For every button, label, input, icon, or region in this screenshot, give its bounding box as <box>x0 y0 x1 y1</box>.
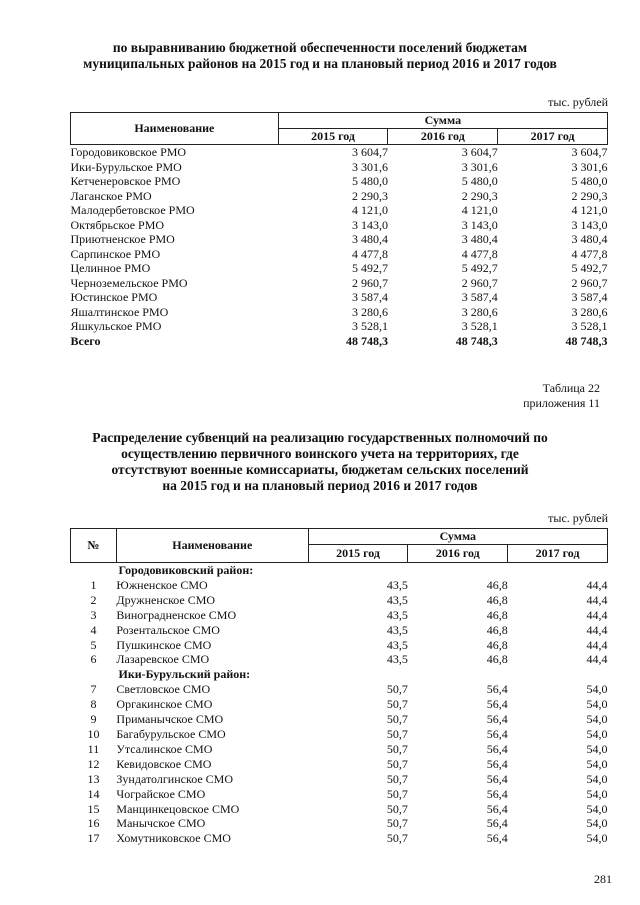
table22-header-sum: Сумма <box>308 529 607 545</box>
row-value-2016: 56,4 <box>486 831 508 846</box>
row-value-2015: 43,5 <box>386 622 408 637</box>
table22-header-no: № <box>71 529 117 563</box>
row-value-2016: 3 604,7 <box>461 145 498 159</box>
row-name: Манцинкецовское СМО <box>116 801 240 816</box>
row-number: 7 <box>90 682 97 697</box>
row-number: 9 <box>90 712 97 727</box>
row-value-2017: 3 587,4 <box>571 290 608 304</box>
row-value-2016: 56,4 <box>486 741 508 756</box>
table-row <box>71 218 608 233</box>
table22-reference <box>523 381 600 411</box>
row-value-2015: 3 301,6 <box>351 159 388 174</box>
row-value-2017: 54,0 <box>586 741 608 756</box>
table-row <box>71 652 608 667</box>
row-number: 11 <box>87 741 100 756</box>
table-row <box>71 816 608 831</box>
district-row <box>71 667 608 682</box>
row-value-2017: 4 477,8 <box>571 246 608 261</box>
row-value-2016: 46,8 <box>486 637 508 652</box>
table1 <box>70 112 608 348</box>
row-value-2016: 5 480,0 <box>461 174 498 188</box>
row-value-2017: 44,4 <box>586 652 608 667</box>
row-value-2016: 56,4 <box>486 816 508 831</box>
row-value-2016: 46,8 <box>486 652 508 667</box>
table-row <box>71 145 608 160</box>
table-row <box>71 772 608 787</box>
row-number: 6 <box>90 652 97 667</box>
row-value-2016: 3 280,6 <box>461 304 498 319</box>
row-value-2016: 4 477,8 <box>461 246 498 261</box>
row-name: Яшкульское РМО <box>70 319 162 333</box>
row-value-2016: 56,4 <box>486 712 508 727</box>
row-value-2015: 50,7 <box>386 831 408 846</box>
row-value-2017: 3 528,1 <box>571 319 608 333</box>
table1-header-2015: 2015 год <box>278 129 388 145</box>
row-value-2017: 54,0 <box>586 771 608 786</box>
row-value-2016: 56,4 <box>486 786 508 801</box>
table22-title-line: осуществлению первичного воинского учета на территориях, где <box>121 446 519 461</box>
table-row <box>71 578 608 593</box>
total-label: Всего <box>70 333 101 348</box>
row-value-2017: 54,0 <box>586 831 608 846</box>
row-number: 4 <box>90 622 97 637</box>
row-number: 15 <box>87 801 100 816</box>
row-value-2015: 2 960,7 <box>351 275 388 290</box>
district-name: Ики-Бурульский район: <box>118 667 251 682</box>
row-value-2017: 54,0 <box>586 697 608 712</box>
table22-ref-line1: Таблица 22 <box>542 381 600 395</box>
table1-title <box>40 40 600 72</box>
table-row <box>71 757 608 772</box>
row-value-2015: 2 290,3 <box>351 188 388 203</box>
row-value-2015: 43,5 <box>386 652 408 667</box>
row-name: Приютненское РМО <box>70 232 175 246</box>
row-value-2015: 5 480,0 <box>351 174 388 188</box>
table-row <box>71 727 608 742</box>
row-value-2017: 54,0 <box>586 682 608 697</box>
row-name: Малодербетовское РМО <box>70 203 195 217</box>
row-name: Хомутниковское СМО <box>116 831 231 846</box>
row-value-2017: 54,0 <box>586 712 608 727</box>
row-name: Дружненское СМО <box>116 592 216 607</box>
row-value-2016: 56,4 <box>486 756 508 771</box>
row-value-2015: 3 587,4 <box>351 290 388 304</box>
table-row <box>71 261 608 276</box>
row-name: Кетченеровское РМО <box>70 174 181 188</box>
row-value-2017: 4 121,0 <box>571 203 608 217</box>
row-name: Юстинское РМО <box>70 290 158 304</box>
row-value-2015: 5 492,7 <box>351 261 388 275</box>
table1-header-sum: Сумма <box>278 113 607 129</box>
table1-unit: тыс. рублей <box>548 95 608 109</box>
row-value-2015: 43,5 <box>386 577 408 592</box>
table1-title-line2: муниципальных районов на 2015 год и на плановый период 2016 и 2017 годов <box>83 56 557 71</box>
district-row <box>71 563 608 578</box>
row-number: 16 <box>87 816 100 831</box>
row-value-2017: 3 301,6 <box>571 159 608 174</box>
table22-header-2016: 2016 год <box>408 545 508 563</box>
row-value-2017: 5 480,0 <box>571 174 608 188</box>
row-number: 5 <box>90 637 97 652</box>
row-name: Яшалтинское РМО <box>70 304 169 319</box>
row-value-2017: 44,4 <box>586 637 608 652</box>
row-name: Пушкинское СМО <box>116 637 212 652</box>
row-number: 13 <box>87 771 100 786</box>
table-row <box>71 203 608 218</box>
table-row <box>71 802 608 817</box>
row-value-2015: 3 143,0 <box>351 217 388 232</box>
row-name: Сарпинское РМО <box>70 246 161 261</box>
table22-header-name: Наименование <box>116 529 308 563</box>
row-value-2015: 50,7 <box>386 771 408 786</box>
row-value-2016: 3 528,1 <box>461 319 498 333</box>
row-value-2016: 2 290,3 <box>461 188 498 203</box>
row-value-2017: 44,4 <box>586 607 608 622</box>
table22-title-line: на 2015 год и на плановый период 2016 и 2017 годов <box>162 478 478 493</box>
table-row <box>71 623 608 638</box>
table22-title-line: отсутствуют военные комиссариаты, бюджетам сельских поселений <box>111 462 529 477</box>
row-name: Багабурульское СМО <box>116 726 226 741</box>
table22 <box>70 528 608 846</box>
row-name: Зундатолгинское СМО <box>116 771 234 786</box>
table1-title-line1: по выравниванию бюджетной обеспеченности поселений бюджетам <box>112 40 528 55</box>
total-value-2015: 48 748,3 <box>345 333 388 348</box>
row-name: Оргакинское СМО <box>116 697 213 712</box>
row-name: Целинное РМО <box>70 261 151 275</box>
table-row <box>71 276 608 291</box>
row-name: Розентальское СМО <box>116 622 220 637</box>
table22-unit: тыс. рублей <box>548 511 608 525</box>
row-number: 12 <box>87 756 100 771</box>
row-value-2016: 3 480,4 <box>461 232 498 246</box>
row-value-2015: 50,7 <box>386 786 408 801</box>
row-value-2016: 3 143,0 <box>461 217 498 232</box>
row-value-2016: 2 960,7 <box>461 275 498 290</box>
table22-header-2015: 2015 год <box>308 545 408 563</box>
row-value-2015: 43,5 <box>386 637 408 652</box>
row-value-2017: 54,0 <box>586 801 608 816</box>
table22-title-line: Распределение субвенций на реализацию государственных полномочий по <box>92 430 548 445</box>
row-value-2015: 50,7 <box>386 816 408 831</box>
row-value-2015: 43,5 <box>386 607 408 622</box>
row-value-2017: 44,4 <box>586 592 608 607</box>
row-value-2015: 50,7 <box>386 697 408 712</box>
row-value-2017: 2 290,3 <box>571 188 608 203</box>
table-row <box>71 232 608 247</box>
row-number: 3 <box>90 607 97 622</box>
row-value-2017: 54,0 <box>586 756 608 771</box>
row-name: Южненское СМО <box>116 577 208 592</box>
row-value-2017: 44,4 <box>586 622 608 637</box>
table22-header-2017: 2017 год <box>508 545 608 563</box>
row-value-2016: 5 492,7 <box>461 261 498 275</box>
row-value-2016: 56,4 <box>486 726 508 741</box>
row-name: Городовиковское РМО <box>70 145 187 159</box>
row-value-2017: 54,0 <box>586 786 608 801</box>
row-value-2016: 4 121,0 <box>461 203 498 217</box>
table-row <box>71 174 608 189</box>
row-value-2015: 4 121,0 <box>351 203 388 217</box>
row-value-2016: 56,4 <box>486 697 508 712</box>
total-value-2017: 48 748,3 <box>565 333 608 348</box>
row-value-2017: 3 604,7 <box>571 145 608 159</box>
row-value-2016: 3 301,6 <box>461 159 498 174</box>
row-name: Чограйское СМО <box>116 786 206 801</box>
table22-ref-line2: приложения 11 <box>523 396 600 410</box>
row-value-2017: 54,0 <box>586 816 608 831</box>
table-row <box>71 787 608 802</box>
row-value-2016: 46,8 <box>486 622 508 637</box>
table-row <box>71 682 608 697</box>
row-number: 17 <box>87 831 100 846</box>
row-number: 8 <box>90 697 97 712</box>
row-value-2017: 3 480,4 <box>571 232 608 246</box>
row-value-2016: 56,4 <box>486 771 508 786</box>
row-value-2015: 50,7 <box>386 741 408 756</box>
table-row <box>71 638 608 653</box>
total-row <box>71 334 608 349</box>
row-value-2015: 50,7 <box>386 756 408 771</box>
row-value-2017: 2 960,7 <box>571 275 608 290</box>
table1-header-2016: 2016 год <box>388 129 498 145</box>
row-value-2015: 3 280,6 <box>351 304 388 319</box>
row-value-2015: 50,7 <box>386 801 408 816</box>
page-number: 281 <box>594 872 612 886</box>
row-value-2016: 46,8 <box>486 592 508 607</box>
table-row <box>71 608 608 623</box>
table-row <box>71 305 608 320</box>
row-value-2016: 3 587,4 <box>461 290 498 304</box>
row-number: 14 <box>87 786 100 801</box>
row-number: 10 <box>87 726 100 741</box>
table-row <box>71 290 608 305</box>
district-name: Городовиковский район: <box>118 563 254 577</box>
row-name: Манычское СМО <box>116 816 206 831</box>
row-value-2017: 44,4 <box>586 577 608 592</box>
row-name: Ики-Бурульское РМО <box>70 159 182 174</box>
row-value-2015: 3 528,1 <box>351 319 388 333</box>
row-value-2015: 43,5 <box>386 592 408 607</box>
row-value-2015: 3 604,7 <box>351 145 388 159</box>
row-value-2016: 46,8 <box>486 577 508 592</box>
row-value-2017: 3 143,0 <box>571 217 608 232</box>
row-name: Виноградненское СМО <box>116 607 237 622</box>
row-value-2016: 56,4 <box>486 801 508 816</box>
table22-title <box>40 430 600 494</box>
row-value-2016: 56,4 <box>486 682 508 697</box>
row-value-2015: 3 480,4 <box>351 232 388 246</box>
row-name: Светловское СМО <box>116 682 211 697</box>
row-name: Лаганское РМО <box>70 188 152 203</box>
table-row <box>71 831 608 846</box>
table1-header-name: Наименование <box>71 113 279 145</box>
row-value-2015: 50,7 <box>386 712 408 727</box>
table-row <box>71 189 608 204</box>
row-value-2017: 3 280,6 <box>571 304 608 319</box>
row-value-2015: 50,7 <box>386 682 408 697</box>
row-value-2017: 5 492,7 <box>571 261 608 275</box>
table-row <box>71 593 608 608</box>
row-name: Приманычское СМО <box>116 712 224 727</box>
row-name: Утсалинское СМО <box>116 741 213 756</box>
row-value-2017: 54,0 <box>586 726 608 741</box>
table-row <box>71 319 608 334</box>
row-value-2015: 50,7 <box>386 726 408 741</box>
table-row <box>71 742 608 757</box>
table-row <box>71 160 608 175</box>
row-number: 1 <box>90 577 97 592</box>
row-name: Лазаревское СМО <box>116 652 210 667</box>
table-row <box>71 712 608 727</box>
row-name: Кевидовское СМО <box>116 756 212 771</box>
row-value-2016: 46,8 <box>486 607 508 622</box>
total-value-2016: 48 748,3 <box>455 333 498 348</box>
row-number: 2 <box>90 592 97 607</box>
table-row <box>71 247 608 262</box>
row-name: Октябрьское РМО <box>70 217 165 232</box>
table-row <box>71 697 608 712</box>
table1-header-2017: 2017 год <box>498 129 608 145</box>
row-value-2015: 4 477,8 <box>351 246 388 261</box>
row-name: Черноземельское РМО <box>70 275 188 290</box>
